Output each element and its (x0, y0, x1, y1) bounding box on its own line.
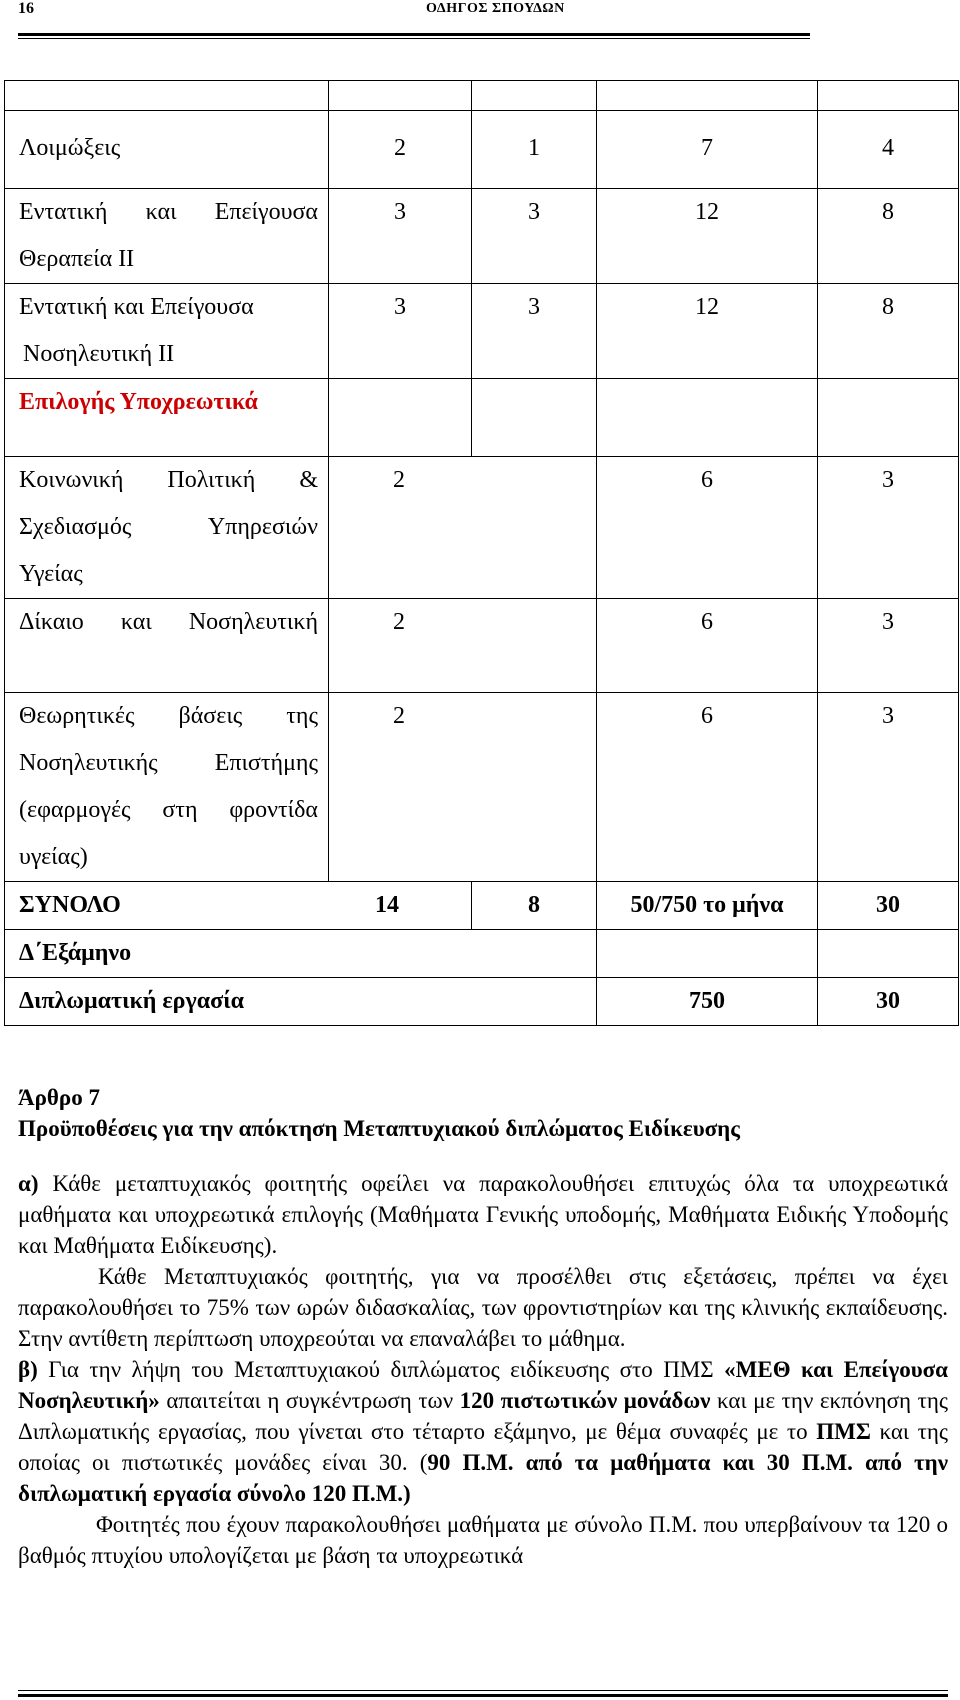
cell-value: 3 (882, 703, 894, 729)
article-number: Άρθρο 7 (18, 1085, 100, 1110)
table-row-total (5, 882, 959, 930)
paragraph-a-text: Κάθε μεταπτυχιακός φοιτητής οφείλει να παρακολουθήσει επιτυχώς όλα τα υποχρεωτικά μαθήματα και υποχρεωτικά επιλογής (Μαθήματα Γενικής υποδομής, Μαθήματα Ειδικής Υποδομής και Μαθήματα Ειδίκευσης). (18, 1171, 948, 1258)
course-name-line: Θεραπεία ΙΙ (19, 246, 135, 272)
course-name-line: Υγείας (19, 561, 83, 587)
table-row (5, 189, 959, 284)
course-name-line: Θεωρητικές βάσεις της (19, 703, 318, 729)
section-label-elective: Επιλογής Υποχρεωτικά (19, 389, 258, 415)
course-name-line: Εντατική και Επείγουσα (19, 294, 254, 320)
cell-value: 30 (876, 892, 900, 918)
cell-value: 8 (882, 199, 894, 225)
course-name-line: Εντατική και Επείγουσα (19, 199, 318, 225)
cell-value: 3 (528, 199, 540, 225)
cell-value: 6 (701, 703, 713, 729)
cell-value: 6 (701, 609, 713, 635)
cell-value: 2 (393, 609, 405, 635)
article-section (18, 1082, 948, 1571)
cell-value: 6 (701, 467, 713, 493)
paragraph-excess-credits: Φοιτητές που έχουν παρακολουθήσει μαθήματα με σύνολο Π.Μ. που υπερβαίνουν τα 120 ο βαθμός πτυχίου υπολογίζεται με βάση τα υποχρεωτικά (18, 1512, 948, 1568)
semester-label: Δ΄Εξάμηνο (19, 940, 132, 966)
cell-value: 8 (528, 892, 540, 918)
cell-value: 3 (394, 294, 406, 320)
program-name: «ΜΕΘ και Επείγουσα Νοσηλευτική» (18, 1357, 949, 1413)
cell-value: 3 (882, 467, 894, 493)
cell-value: 14 (375, 892, 399, 918)
course-name-line: Νοσηλευτική ΙΙ (23, 341, 175, 367)
cell-value: 2 (393, 703, 405, 729)
cell-value: 1 (528, 135, 540, 161)
table-row (5, 457, 959, 599)
course-name-line: Κοινωνική Πολιτική & (19, 467, 318, 493)
course-name-line: Νοσηλευτικής Επιστήμης (19, 750, 318, 776)
cell-value: 30 (876, 988, 900, 1014)
table-row (5, 978, 959, 1026)
course-name-line: Σχεδιασμός Υπηρεσιών (19, 514, 318, 540)
running-title: ΟΔΗΓΟΣ ΣΠΟΥΔΩΝ (426, 1, 565, 16)
header-rule (18, 33, 810, 36)
header-rule-thin (18, 38, 810, 39)
article-title: Προϋποθέσεις για την απόκτηση Μεταπτυχιακού διπλώματος Ειδίκευσης (18, 1116, 740, 1141)
cell-value: 8 (882, 294, 894, 320)
credits-required: 120 πιστωτικών μονάδων (459, 1388, 711, 1413)
cell-value: 7 (701, 135, 713, 161)
course-name-line: (εφαρμογές στη φροντίδα (19, 797, 318, 823)
courses-table (4, 80, 959, 1026)
table-row-empty (5, 81, 959, 111)
course-name-line: υγείας) (19, 844, 88, 870)
footer-rule (18, 1694, 948, 1697)
cell-value: 3 (394, 199, 406, 225)
cell-value: 12 (695, 294, 719, 320)
table-row (5, 284, 959, 379)
cell-value: 3 (882, 609, 894, 635)
credits-breakdown: 90 Π.Μ. από τα μαθήματα και 30 Π.Μ. από την διπλωματική εργασία σύνολο 120 Π.Μ.) (18, 1450, 948, 1506)
table-row-semester (5, 930, 959, 978)
course-name: Διπλωματική εργασία (19, 988, 245, 1014)
table-row (5, 599, 959, 693)
paragraph-b: β) Για την λήψη του Μεταπτυχιακού διπλώματος ειδίκευσης στο ΠΜΣ «ΜΕΘ και Επείγουσα Νοσηλευτική» απαιτείται η συγκέντρωση των 120 πιστωτικών μονάδων και με την εκπόνηση της Διπλωματικής εργασίας, που γίνεται στο τέταρτο εξάμηνο, με θέμα συναφές με το ΠΜΣ και της οποίας οι πιστωτικές μονάδες είναι 30. (90 Π.Μ. από τα μαθήματα και 30 Π.Μ. από την διπλωματική εργασία σύνολο 120 Π.Μ.) (18, 1357, 949, 1506)
cell-value: 12 (695, 199, 719, 225)
table-row (5, 111, 959, 189)
total-label: ΣΥΝΟΛΟ (19, 892, 121, 918)
table-row-section (5, 379, 959, 457)
footer-rule-thin (18, 1690, 948, 1691)
course-name: Δίκαιο και Νοσηλευτική (19, 609, 318, 635)
table-row (5, 693, 959, 882)
paragraph-attendance: Κάθε Μεταπτυχιακός φοιτητής, για να προσέλθει στις εξετάσεις, πρέπει να έχει παρακολουθήσει το 75% των ωρών διδασκαλίας, των φροντιστηρίων και της κλινικής εκπαίδευσης. Στην αντίθετη περίπτωση υποχρεούται να επαναλάβει το μάθημα. (18, 1264, 948, 1351)
cell-value: 4 (882, 135, 894, 161)
course-name: Λοιμώξεις (19, 135, 121, 161)
cell-value: 3 (528, 294, 540, 320)
paragraph-a (18, 1168, 948, 1261)
cell-value: 50/750 το μήνα (630, 892, 784, 918)
cell-value: 2 (393, 467, 405, 493)
page-number: 16 (18, 0, 34, 17)
cell-value: 2 (394, 135, 406, 161)
paragraph-a-label: α) (18, 1171, 39, 1196)
paragraph-b-label: β) (18, 1357, 38, 1382)
cell-value: 750 (689, 988, 725, 1014)
